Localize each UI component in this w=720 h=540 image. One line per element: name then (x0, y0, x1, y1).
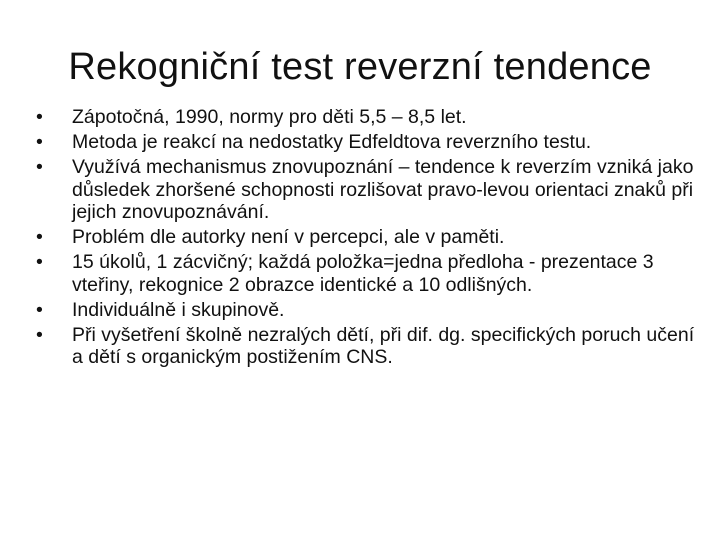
bullet-marker: • (36, 155, 43, 178)
bullet-text: Využívá mechanismus znovupoznání – tendence k reverzím vzniká jako důsledek zhoršené schopnosti rozlišovat pravo-levou orientaci znaků při jejich znovupoznávání. (72, 155, 694, 224)
bullet-marker: • (36, 251, 43, 274)
bullet-text: Metoda je reakcí na nedostatky Edfeldtova reverzního testu. (72, 130, 592, 153)
list-item (36, 131, 696, 154)
slide-title: Rekogniční test reverzní tendence (68, 46, 652, 88)
bullet-text: Problém dle autorky není v percepci, ale v paměti. (72, 226, 505, 249)
bullet-text: Individuálně i skupinově. (72, 298, 285, 321)
bullet-marker: • (36, 106, 43, 128)
list-item (36, 226, 696, 249)
bullet-text: Při vyšetření školně nezralých dětí, při dif. dg. specifických poruch učení a dětí s organickým postižením CNS. (72, 323, 695, 369)
list-item (36, 251, 696, 296)
bullet-text: Zápotočná, 1990, normy pro děti 5,5 – 8,5 let. (72, 106, 467, 128)
bullet-list (36, 106, 696, 371)
list-item (36, 106, 696, 129)
list-item (36, 156, 696, 224)
list-item (36, 299, 696, 322)
bullet-marker: • (36, 323, 43, 346)
bullet-marker: • (36, 298, 43, 321)
bullet-marker: • (36, 226, 43, 249)
bullet-text: 15 úkolů, 1 zácvičný; každá položka=jedna předloha - prezentace 3 vteřiny, rekognice 2 obrazce identické a 10 odlišných. (72, 251, 654, 296)
bullet-marker: • (36, 130, 43, 153)
list-item (36, 324, 696, 369)
